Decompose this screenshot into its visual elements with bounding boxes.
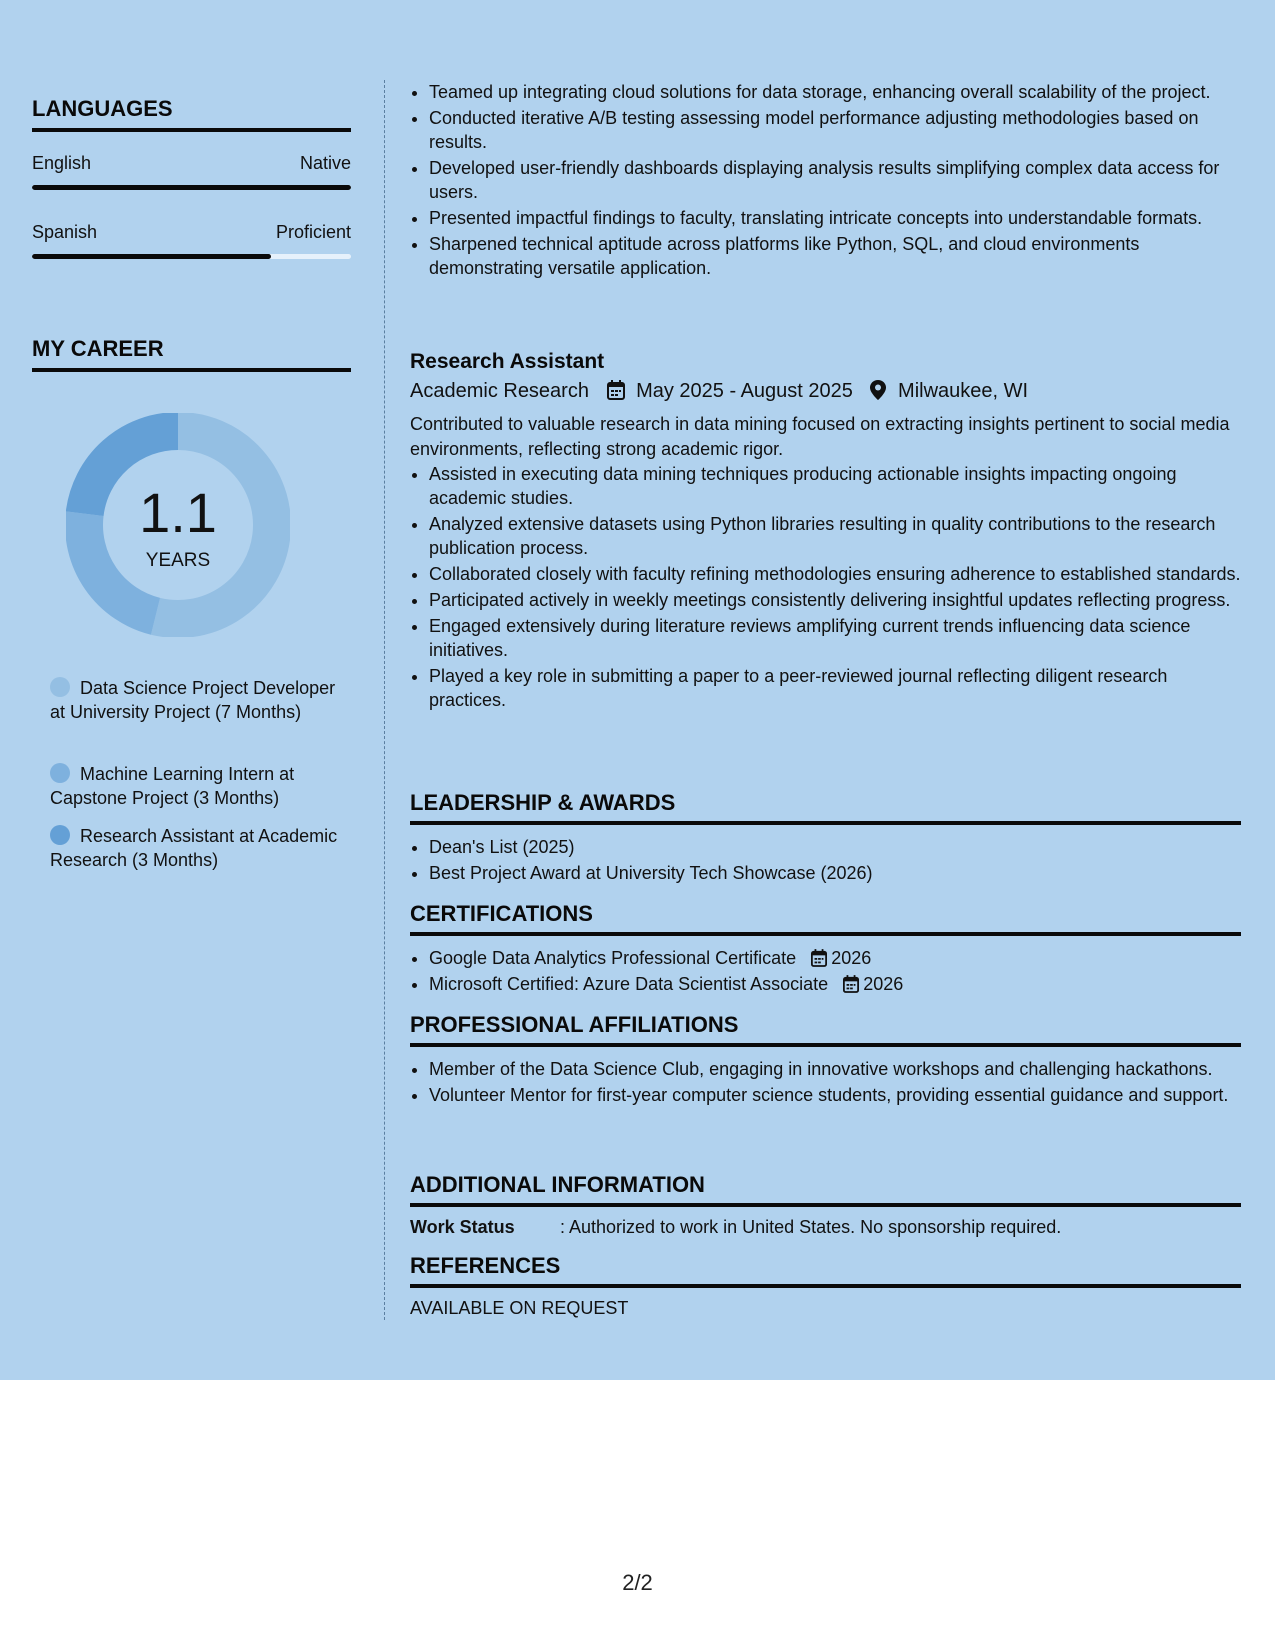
legend-dot-icon [50,825,70,845]
references-text: AVAILABLE ON REQUEST [410,1298,629,1318]
list-item: • Engaged extensively during literature reviews amplifying current trends influencing data science initiatives. [429,614,1241,662]
entry-organization: Academic Research [410,380,589,402]
career-legend-item [50,762,340,810]
list-item: • Analyzed extensive datasets using Python libraries resulting in quality contributions to the research publication process. [429,512,1241,560]
calendar-icon [811,949,827,967]
list-item: • Played a key role in submitting a paper to a peer-reviewed journal reflecting diligent research practices. [429,664,1241,712]
language-level: Native [299,153,351,173]
list-item: • Dean's List (2025) [429,835,1241,859]
certification-name: Google Data Analytics Professional Certificate [429,948,797,968]
entry-dates: May 2025 - August 2025 [636,380,853,402]
awards-heading: LEADERSHIP & AWARDS [410,790,1241,825]
legend-dot-icon [50,763,70,783]
language-name: English [32,153,92,173]
legend-dot-icon [50,677,70,697]
list-item: • Assisted in executing data mining techniques producing actionable insights impacting ongoing academic studies. [429,462,1241,510]
affiliations-heading: PROFESSIONAL AFFILIATIONS [410,1012,1241,1047]
affiliations-section [410,1012,1241,1109]
additional-info-heading: ADDITIONAL INFORMATION [410,1172,1241,1207]
entry-summary: Contributed to valuable research in data mining focused on extracting insights pertinent to social media environments, reflecting strong academic rigor. [410,414,1230,459]
list-item: • Best Project Award at University Tech Showcase (2026) [429,861,1241,885]
certification-name: Microsoft Certified: Azure Data Scientist Associate [429,974,829,994]
languages-heading: LANGUAGES [32,96,351,132]
entry-title: Research Assistant [410,350,605,373]
language-level: Proficient [275,222,351,242]
certification-year-text: 2026 [863,974,904,994]
previous-experience-bullets [410,80,1241,282]
career-total-years: 1.1 [139,481,217,544]
certification-year [811,948,871,968]
list-item [429,946,1241,970]
certification-year-text: 2026 [831,948,872,968]
list-item: • Presented impactful findings to faculty, translating intricate concepts into understandable formats. [429,206,1241,230]
certification-year [843,974,903,994]
career-total-unit: YEARS [145,550,211,571]
column-divider [384,80,385,1320]
page-number: 2/2 [622,1570,653,1595]
main-column [410,0,1241,1380]
language-proficiency-fill [32,254,271,259]
certifications-section [410,901,1241,998]
additional-info-section [410,1172,1241,1238]
entry-location: Milwaukee, WI [898,380,1029,402]
calendar-icon [607,380,625,406]
language-proficiency-fill [32,185,351,190]
list-item: • Participated actively in weekly meetings consistently delivering insightful updates reflecting progress. [429,588,1241,612]
awards-section [410,790,1241,887]
language-proficiency-bar [32,185,351,190]
career-donut-center [66,413,290,637]
work-status-value: : Authorized to work in United States. No sponsorship required. [560,1217,1062,1237]
career-legend-label: Machine Learning Intern at Capstone Project (3 Months) [50,764,295,808]
list-item: • Volunteer Mentor for first-year computer science students, providing essential guidance and support. [429,1083,1241,1107]
work-status-label: Work Status [410,1217,515,1237]
list-item: • Developed user-friendly dashboards displaying analysis results simplifying complex data access for users. [429,156,1241,204]
career-heading: MY CAREER [32,336,351,372]
certifications-heading: CERTIFICATIONS [410,901,1241,936]
career-legend-item [50,824,340,872]
sidebar [32,0,351,1380]
calendar-icon [843,975,859,993]
references-section [410,1253,1241,1319]
entry-meta [410,380,1241,406]
career-legend-label: Data Science Project Developer at University Project (7 Months) [50,678,336,722]
location-pin-icon [870,380,886,406]
language-name: Spanish [32,222,98,242]
list-item [429,972,1241,996]
career-donut [66,413,290,637]
list-item: • Teamed up integrating cloud solutions for data storage, enhancing overall scalability of the project. [429,80,1241,104]
work-status-row [410,1217,1241,1238]
list-item: • Member of the Data Science Club, engaging in innovative workshops and challenging hackathons. [429,1057,1241,1081]
references-heading: REFERENCES [410,1253,1241,1288]
research-assistant-entry [410,350,1241,714]
career-legend-item [50,676,340,724]
list-item: • Conducted iterative A/B testing assessing model performance adjusting methodologies based on results. [429,106,1241,154]
list-item: • Collaborated closely with faculty refining methodologies ensuring adherence to established standards. [429,562,1241,586]
language-proficiency-bar [32,254,351,259]
career-legend-label: Research Assistant at Academic Research (3 Months) [50,826,338,870]
list-item: • Sharpened technical aptitude across platforms like Python, SQL, and cloud environments demonstrating versatile application. [429,232,1241,280]
